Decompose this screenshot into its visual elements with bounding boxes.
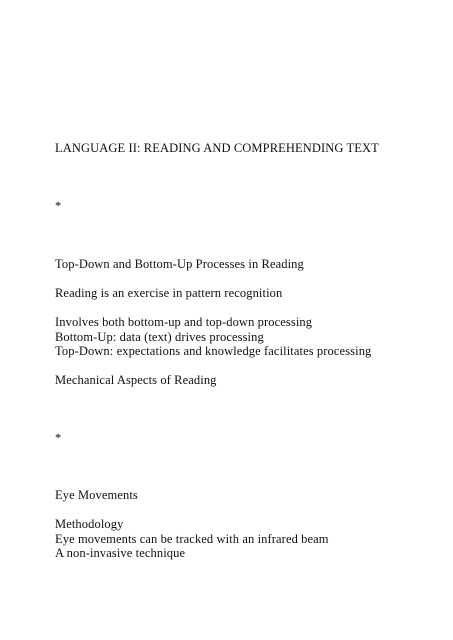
text-line: A non-invasive technique (55, 546, 186, 560)
document-title: LANGUAGE II: READING AND COMPREHENDING TEXT (55, 141, 379, 155)
text-line: Reading is an exercise in pattern recognition (55, 286, 283, 300)
text-line: Top-Down: expectations and knowledge facilitates processing (55, 344, 372, 358)
slide-separator: * (55, 431, 62, 445)
text-line: Involves both bottom-up and top-down processing (55, 315, 313, 329)
text-line: Eye movements can be tracked with an infrared beam (55, 532, 329, 546)
text-line: Mechanical Aspects of Reading (55, 373, 217, 387)
section-heading: Top-Down and Bottom-Up Processes in Reading (55, 257, 304, 271)
text-line: Methodology (55, 517, 124, 531)
section-heading: Eye Movements (55, 488, 138, 502)
text-line: Bottom-Up: data (text) drives processing (55, 330, 264, 344)
slide-separator: * (55, 199, 62, 213)
